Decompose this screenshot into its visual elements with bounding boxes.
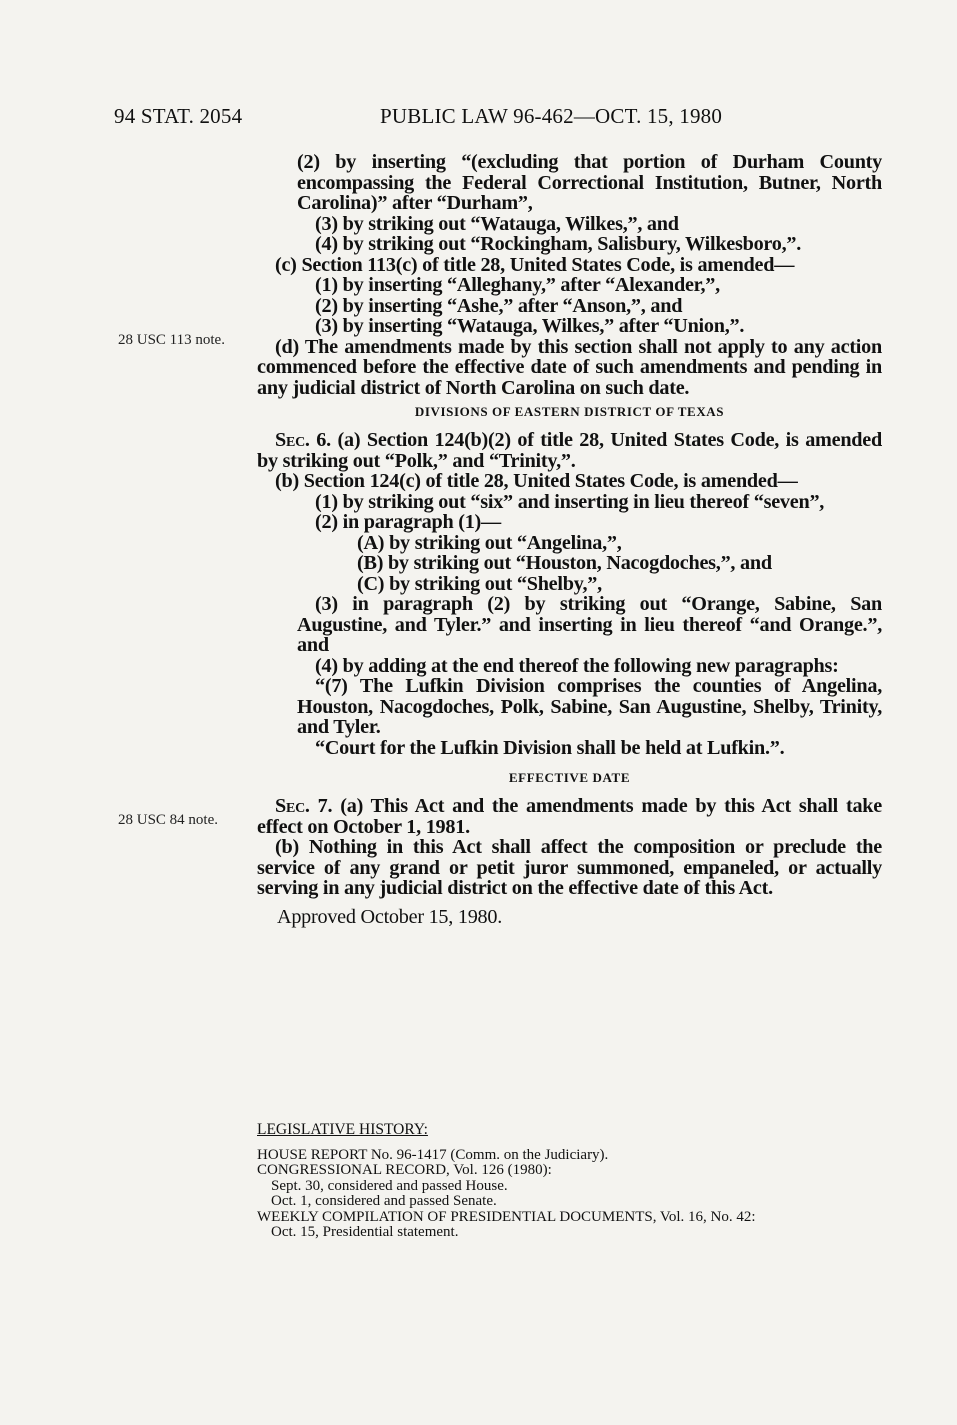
history-title: LEGISLATIVE HISTORY:	[257, 1121, 428, 1138]
history-line: WEEKLY COMPILATION OF PRESIDENTIAL DOCUMENTS, Vol. 16, No. 42:	[257, 1208, 756, 1225]
page-title: PUBLIC LAW 96-462—OCT. 15, 1980	[380, 104, 723, 128]
paragraph: (c) Section 113(c) of title 28, United States Code, is amended—	[275, 253, 795, 276]
history-line: Sept. 30, considered and passed House.	[271, 1177, 508, 1194]
paragraph: (a) This Act and the amendments made by this Act shall take effect on October 1, 1981.	[257, 795, 882, 838]
section-heading: EFFECTIVE DATE	[508, 770, 631, 785]
paragraph: (3) in paragraph (2) by striking out “Orange, Sabine, San Augustine, and Tyler.” and inserting in lieu thereof “and Orange.”, and	[297, 593, 882, 656]
paragraph: “(7) The Lufkin Division comprises the counties of Angelina, Houston, Nacogdoches, Polk, Sabine, San Augustine, Shelby, Trinity, and Tyler.	[297, 675, 882, 738]
paragraph: (4) by striking out “Rockingham, Salisbury, Wilkesboro,”.	[315, 233, 802, 255]
paragraph: (1) by inserting “Alleghany,” after “Alexander,”,	[315, 274, 720, 296]
legislative-history	[257, 1122, 857, 1241]
paragraph: (4) by adding at the end thereof the following new paragraphs:	[315, 654, 839, 677]
paragraph: (d) The amendments made by this section shall not apply to any action commenced before the effective date of such amendments and pending in any judicial district of North Carolina on such date.	[257, 335, 882, 399]
paragraph: (B) by striking out “Houston, Nacogdoches,”, and	[357, 552, 772, 574]
margin-note-113: 28 USC 113 note.	[118, 332, 225, 348]
history-line: CONGRESSIONAL RECORD, Vol. 126 (1980):	[257, 1162, 552, 1178]
paragraph: (b) Nothing in this Act shall affect the composition or preclude the service of any grand or petit juror summoned, empaneled, or actually serving in any judicial district on the effective date of this Act.	[257, 836, 882, 899]
margin-note-84: 28 USC 84 note.	[118, 812, 219, 828]
paragraph: (2) by inserting “(excluding that portion of Durham County encompassing the Federal Correctional Institution, Butner, North Carolina)” after “Durham”,	[297, 151, 882, 214]
section-label: Sec. 6.	[275, 429, 331, 451]
section-6	[257, 430, 882, 471]
paragraph: (a) Section 124(b)(2) of title 28, United States Code, is amended by striking out “Polk,” and “Trinity,”.	[257, 429, 882, 472]
document-body	[257, 152, 882, 927]
statute-citation: 94 STAT. 2054	[114, 104, 243, 128]
section-7	[257, 796, 882, 837]
section-label: Sec. 7.	[275, 795, 333, 817]
paragraph: (A) by striking out “Angelina,”,	[357, 531, 622, 554]
paragraph: (3) by striking out “Watauga, Wilkes,”, and	[315, 212, 679, 235]
paragraph: (b) Section 124(c) of title 28, United States Code, is amended—	[275, 470, 798, 492]
paragraph: (2) by inserting “Ashe,” after “Anson,”, and	[315, 294, 683, 317]
paragraph: “Court for the Lufkin Division shall be held at Lufkin.”.	[315, 736, 785, 759]
approval-date: Approved October 15, 1980.	[277, 905, 503, 928]
paragraph: (C) by striking out “Shelby,”,	[357, 572, 602, 595]
paragraph: (3) by inserting “Watauga, Wilkes,” after “Union,”.	[315, 315, 745, 337]
history-line: Oct. 15, Presidential statement.	[271, 1224, 459, 1240]
paragraph: (1) by striking out “six” and inserting in lieu thereof “seven”,	[315, 490, 825, 513]
history-line: HOUSE REPORT No. 96-1417 (Comm. on the Judiciary).	[257, 1146, 609, 1163]
history-line: Oct. 1, considered and passed Senate.	[271, 1193, 497, 1209]
paragraph: (2) in paragraph (1)—	[315, 511, 501, 533]
section-heading: DIVISIONS OF EASTERN DISTRICT OF TEXAS	[414, 404, 725, 419]
